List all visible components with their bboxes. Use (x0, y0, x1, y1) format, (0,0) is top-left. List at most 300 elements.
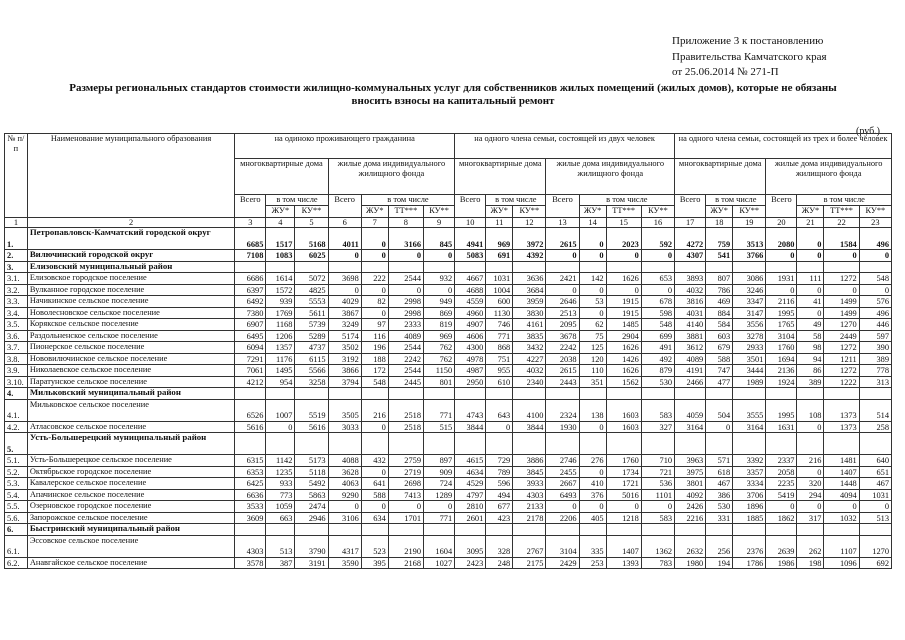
value-cell: 5566 (295, 365, 328, 377)
value-cell: 1495 (266, 365, 295, 377)
settlement-row (5, 342, 892, 354)
appendix-note (672, 34, 897, 81)
value-cell: 7108 (235, 250, 266, 262)
value-cell (235, 261, 266, 273)
value-cell: 0 (579, 421, 606, 433)
value-cell: 0 (486, 421, 513, 433)
value-cell (266, 524, 295, 536)
value-cell: 0 (606, 250, 641, 262)
value-cell: 548 (859, 273, 891, 285)
value-cell: 3505 (328, 399, 361, 421)
value-cell: 0 (361, 421, 388, 433)
value-cell: 222 (361, 273, 388, 285)
value-cell (641, 261, 674, 273)
value-cell: 0 (579, 501, 606, 513)
value-cell: 2376 (733, 535, 766, 557)
value-cell: 710 (641, 455, 674, 467)
municipality-name: Раздольненское сельское поселение (27, 330, 234, 342)
value-cell: 0 (579, 284, 606, 296)
value-cell: 1499 (824, 296, 859, 308)
value-cell: 3086 (733, 273, 766, 285)
value-cell (295, 261, 328, 273)
value-cell: 692 (859, 557, 891, 569)
value-cell: 0 (766, 501, 797, 513)
row-number: 3. (5, 261, 28, 273)
value-cell (733, 433, 766, 455)
value-cell: 496 (859, 228, 891, 250)
value-cell: 5611 (295, 307, 328, 319)
value-cell: 331 (706, 512, 733, 524)
value-cell: 3766 (733, 250, 766, 262)
value-cell (486, 261, 513, 273)
value-cell: 5118 (295, 466, 328, 478)
value-cell: 4031 (675, 307, 706, 319)
settlement-row (5, 399, 892, 421)
value-cell: 4011 (328, 228, 361, 250)
district-row (5, 250, 892, 262)
value-cell: 4094 (824, 489, 859, 501)
value-cell: 5739 (295, 319, 328, 331)
value-cell: 467 (706, 478, 733, 490)
value-cell: 597 (859, 330, 891, 342)
value-cell: 955 (486, 365, 513, 377)
header-ku: КУ** (295, 205, 328, 217)
value-cell: 678 (641, 296, 674, 308)
value-cell: 1626 (606, 273, 641, 285)
value-cell: 395 (361, 557, 388, 569)
column-number: 1 (5, 217, 28, 228)
value-cell: 514 (859, 399, 891, 421)
value-cell: 807 (706, 273, 733, 285)
row-number: 3.2. (5, 284, 28, 296)
value-cell: 1373 (824, 421, 859, 433)
value-cell: 773 (266, 489, 295, 501)
value-cell: 778 (859, 365, 891, 377)
value-cell: 3164 (733, 421, 766, 433)
value-cell: 786 (706, 284, 733, 296)
value-cell: 1130 (486, 307, 513, 319)
row-number: 3.10. (5, 376, 28, 388)
value-cell: 2445 (388, 376, 423, 388)
value-cell: 0 (859, 284, 891, 296)
value-cell: 3249 (328, 319, 361, 331)
value-cell (579, 261, 606, 273)
value-cell (859, 261, 891, 273)
value-cell: 2136 (766, 365, 797, 377)
municipality-name: Вулканное городское поселение (27, 284, 234, 296)
value-cell (235, 433, 266, 455)
value-cell: 523 (361, 535, 388, 557)
value-cell: 1407 (606, 535, 641, 557)
value-cell: 0 (361, 307, 388, 319)
value-cell: 86 (797, 365, 824, 377)
value-cell: 721 (641, 466, 674, 478)
district-row (5, 261, 892, 273)
column-number: 6 (328, 217, 361, 228)
value-cell: 262 (797, 535, 824, 557)
value-cell: 3830 (513, 307, 546, 319)
value-cell: 909 (424, 466, 455, 478)
value-cell: 4559 (455, 296, 486, 308)
value-cell: 588 (706, 353, 733, 365)
value-cell: 138 (579, 399, 606, 421)
value-cell (766, 388, 797, 400)
header-total: Всего (546, 195, 579, 218)
value-cell: 6025 (295, 250, 328, 262)
value-cell: 1272 (824, 273, 859, 285)
value-cell (235, 388, 266, 400)
header-incl: в том числе (266, 195, 328, 206)
header-group-three: на одного члена семьи, состоящей из трех и более человек (675, 134, 892, 159)
settlement-row (5, 512, 892, 524)
title-line-2: вносить взносы на капитальный ремонт (351, 95, 555, 107)
value-cell: 2023 (606, 228, 641, 250)
value-cell: 4191 (675, 365, 706, 377)
value-cell: 1614 (266, 273, 295, 285)
value-cell: 0 (641, 250, 674, 262)
value-cell: 819 (424, 319, 455, 331)
value-cell: 1448 (824, 478, 859, 490)
value-cell: 3816 (675, 296, 706, 308)
value-cell: 75 (579, 330, 606, 342)
value-cell: 640 (859, 455, 891, 467)
column-number: 5 (295, 217, 328, 228)
municipality-name: Эссовское сельское поселение (27, 535, 234, 557)
value-cell: 634 (361, 512, 388, 524)
value-cell (513, 524, 546, 536)
value-cell: 0 (606, 284, 641, 296)
value-cell (235, 524, 266, 536)
value-cell: 4300 (455, 342, 486, 354)
value-cell (641, 388, 674, 400)
value-cell: 5016 (606, 489, 641, 501)
value-cell: 583 (641, 512, 674, 524)
value-cell: 3533 (235, 501, 266, 513)
column-number: 7 (361, 217, 388, 228)
value-cell: 4161 (513, 319, 546, 331)
value-cell: 5174 (328, 330, 361, 342)
value-cell: 5072 (295, 273, 328, 285)
column-number: 19 (733, 217, 766, 228)
value-cell: 515 (424, 421, 455, 433)
value-cell: 3104 (546, 535, 579, 557)
value-cell: 3501 (733, 353, 766, 365)
value-cell: 2333 (388, 319, 423, 331)
value-cell: 6094 (235, 342, 266, 354)
value-cell: 5419 (766, 489, 797, 501)
value-cell: 0 (328, 501, 361, 513)
value-cell: 405 (579, 512, 606, 524)
value-cell: 4907 (455, 319, 486, 331)
value-cell: 491 (641, 342, 674, 354)
value-cell (546, 524, 579, 536)
value-cell: 0 (361, 250, 388, 262)
settlement-row (5, 319, 892, 331)
value-cell (797, 524, 824, 536)
value-cell: 3886 (513, 455, 546, 467)
value-cell: 1272 (824, 365, 859, 377)
value-cell (641, 524, 674, 536)
value-cell: 600 (486, 296, 513, 308)
value-cell: 351 (579, 376, 606, 388)
header-zhu: ЖУ* (579, 205, 606, 217)
header-incl: в том числе (361, 195, 454, 206)
document-title (8, 82, 898, 108)
value-cell: 530 (641, 376, 674, 388)
value-cell: 1989 (733, 376, 766, 388)
municipality-name: Нововилючинское сельское поселение (27, 353, 234, 365)
row-number: 6. (5, 524, 28, 536)
value-cell: 3578 (235, 557, 266, 569)
municipality-name: Апачинское сельское поселение (27, 489, 234, 501)
header-ku: КУ** (859, 205, 891, 217)
value-cell: 1765 (766, 319, 797, 331)
value-cell: 4092 (675, 489, 706, 501)
column-number: 23 (859, 217, 891, 228)
value-cell: 2767 (513, 535, 546, 557)
value-cell (641, 433, 674, 455)
value-cell: 2235 (766, 478, 797, 490)
value-cell: 504 (706, 399, 733, 421)
value-cell: 256 (706, 535, 733, 557)
value-cell: 1357 (266, 342, 295, 354)
value-cell (733, 388, 766, 400)
value-cell: 0 (424, 250, 455, 262)
value-cell: 6115 (295, 353, 328, 365)
row-number: 3.6. (5, 330, 28, 342)
value-cell (824, 388, 859, 400)
value-cell: 2242 (546, 342, 579, 354)
settlement-row (5, 376, 892, 388)
value-cell: 592 (641, 228, 674, 250)
appendix-line-2: Правительства Камчатского края (672, 50, 827, 63)
value-cell: 1862 (766, 512, 797, 524)
value-cell: 9290 (328, 489, 361, 501)
value-cell: 2466 (675, 376, 706, 388)
value-cell: 49 (797, 319, 824, 331)
value-cell: 4059 (675, 399, 706, 421)
value-cell: 3357 (733, 466, 766, 478)
row-number: 2. (5, 250, 28, 262)
value-cell: 492 (641, 353, 674, 365)
column-number: 2 (27, 217, 234, 228)
column-number: 20 (766, 217, 797, 228)
value-cell (361, 261, 388, 273)
value-cell: 313 (859, 376, 891, 388)
settlement-row (5, 557, 892, 569)
value-cell: 2423 (455, 557, 486, 569)
value-cell: 6495 (235, 330, 266, 342)
row-number: 3.7. (5, 342, 28, 354)
value-cell: 3246 (733, 284, 766, 296)
value-cell (859, 433, 891, 455)
header-ku: КУ** (513, 205, 546, 217)
value-cell: 4987 (455, 365, 486, 377)
value-cell: 0 (824, 501, 859, 513)
settlement-row (5, 284, 892, 296)
title-line-1: Размеры региональных стандартов стоимости жилищно-коммунальных услуг для собственников жилых помещений (жилых домов), которые не обязаны (69, 82, 837, 94)
value-cell: 3555 (733, 399, 766, 421)
value-cell: 691 (486, 250, 513, 262)
value-cell: 116 (361, 330, 388, 342)
value-cell: 536 (641, 478, 674, 490)
value-cell: 3444 (733, 365, 766, 377)
value-cell: 4797 (455, 489, 486, 501)
value-cell (797, 261, 824, 273)
value-cell (766, 261, 797, 273)
value-cell: 897 (424, 455, 455, 467)
settlement-row (5, 353, 892, 365)
value-cell: 3801 (675, 478, 706, 490)
municipality-name: Мильковское сельское поселение (27, 399, 234, 421)
value-cell: 1083 (266, 250, 295, 262)
value-cell: 494 (486, 489, 513, 501)
value-cell: 513 (859, 512, 891, 524)
value-cell: 294 (797, 489, 824, 501)
value-cell: 3844 (455, 421, 486, 433)
value-cell: 0 (824, 284, 859, 296)
value-cell: 1031 (859, 489, 891, 501)
value-cell: 0 (546, 501, 579, 513)
header-tt: ТТ*** (824, 205, 859, 217)
value-cell: 1896 (733, 501, 766, 513)
value-cell: 4100 (513, 399, 546, 421)
value-cell (486, 524, 513, 536)
value-cell: 1031 (486, 273, 513, 285)
value-cell: 3845 (513, 466, 546, 478)
value-cell (361, 524, 388, 536)
column-number: 15 (606, 217, 641, 228)
value-cell: 1393 (606, 557, 641, 569)
value-cell: 4737 (295, 342, 328, 354)
value-cell (266, 388, 295, 400)
value-cell (824, 261, 859, 273)
value-cell (295, 433, 328, 455)
column-number: 16 (641, 217, 674, 228)
header-incl: в том числе (797, 195, 892, 206)
value-cell: 2518 (388, 421, 423, 433)
column-number: 11 (486, 217, 513, 228)
value-cell: 2443 (546, 376, 579, 388)
value-cell: 97 (361, 319, 388, 331)
value-cell (706, 388, 733, 400)
value-cell: 3893 (675, 273, 706, 285)
value-cell: 0 (361, 284, 388, 296)
value-cell: 4212 (235, 376, 266, 388)
value-cell: 954 (266, 376, 295, 388)
row-number: 5.4. (5, 489, 28, 501)
standards-table (4, 133, 892, 569)
value-cell: 6425 (235, 478, 266, 490)
value-cell: 1572 (266, 284, 295, 296)
value-cell: 2116 (766, 296, 797, 308)
value-cell: 3684 (513, 284, 546, 296)
value-cell (328, 433, 361, 455)
header-num: № п/п (5, 134, 28, 218)
value-cell: 496 (859, 307, 891, 319)
value-cell: 328 (486, 535, 513, 557)
value-cell: 939 (266, 296, 295, 308)
row-number: 6.1. (5, 535, 28, 557)
column-number: 8 (388, 217, 423, 228)
row-number: 5.6. (5, 512, 28, 524)
value-cell: 477 (706, 376, 733, 388)
value-cell (606, 433, 641, 455)
value-cell (824, 524, 859, 536)
value-cell: 4941 (455, 228, 486, 250)
value-cell: 583 (641, 399, 674, 421)
municipality-name: Петропавловск-Камчатский городской округ (27, 228, 234, 250)
value-cell: 62 (579, 319, 606, 331)
value-cell: 2719 (388, 466, 423, 478)
value-cell: 276 (579, 455, 606, 467)
row-number: 3.9. (5, 365, 28, 377)
value-cell: 3636 (513, 273, 546, 285)
settlement-row (5, 501, 892, 513)
value-cell: 2324 (546, 399, 579, 421)
value-cell: 932 (424, 273, 455, 285)
value-cell (328, 388, 361, 400)
value-cell: 3794 (328, 376, 361, 388)
header-apartments-1: многоквартирные дома (235, 159, 328, 195)
municipality-name: Елизовский муниципальный район (27, 261, 234, 273)
value-cell: 216 (797, 455, 824, 467)
value-cell: 1986 (766, 557, 797, 569)
header-total: Всего (675, 195, 706, 218)
row-number: 6.2. (5, 557, 28, 569)
value-cell: 530 (706, 501, 733, 513)
value-cell: 1885 (733, 512, 766, 524)
value-cell (455, 433, 486, 455)
settlement-row (5, 455, 892, 467)
value-cell: 335 (579, 535, 606, 557)
value-cell: 4688 (455, 284, 486, 296)
value-cell: 4307 (675, 250, 706, 262)
value-cell: 253 (579, 557, 606, 569)
municipality-name: Запорожское сельское поселение (27, 512, 234, 524)
value-cell: 1235 (266, 466, 295, 478)
value-cell: 0 (579, 228, 606, 250)
value-cell (824, 433, 859, 455)
value-cell: 588 (361, 489, 388, 501)
value-cell: 2810 (455, 501, 486, 513)
appendix-line-1: Приложение 3 к постановлению (672, 35, 824, 47)
value-cell: 0 (328, 284, 361, 296)
value-cell: 98 (797, 342, 824, 354)
value-cell: 0 (641, 284, 674, 296)
value-cell (733, 261, 766, 273)
value-cell: 7413 (388, 489, 423, 501)
value-cell: 1218 (606, 512, 641, 524)
value-cell: 4317 (328, 535, 361, 557)
row-number: 5. (5, 433, 28, 455)
value-cell: 5083 (455, 250, 486, 262)
value-cell (546, 261, 579, 273)
value-cell (328, 261, 361, 273)
value-cell: 6636 (235, 489, 266, 501)
value-cell: 762 (424, 342, 455, 354)
value-cell: 5519 (295, 399, 328, 421)
header-incl: в том числе (706, 195, 766, 206)
value-cell: 0 (859, 250, 891, 262)
value-cell: 1701 (388, 512, 423, 524)
value-cell (486, 433, 513, 455)
value-cell: 410 (579, 478, 606, 490)
value-cell: 4634 (455, 466, 486, 478)
value-cell: 1004 (486, 284, 513, 296)
value-cell: 0 (797, 421, 824, 433)
header-houses-3: жилые дома индивидуального жилищного фонда (766, 159, 892, 195)
